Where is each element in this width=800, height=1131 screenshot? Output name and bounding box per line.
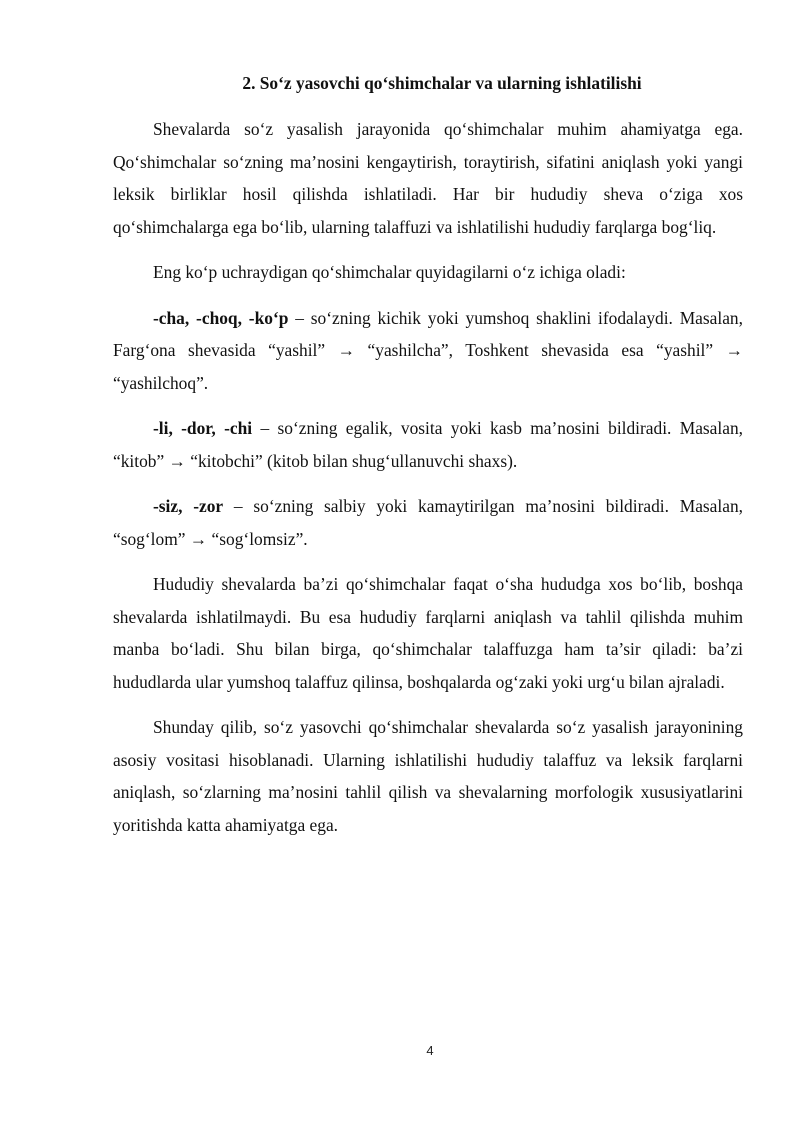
suffix-term-siz: -siz, -zor [153, 496, 224, 517]
paragraph-suffix-cha [113, 302, 743, 400]
paragraph-conclusion: Shunday qilib, so‘z yasovchi qo‘shimchalar shevalarda so‘z yasalish jarayonining asosiy vositasi hisoblanadi. Ularning ishlatilishi hududiy talaffuz va leksik farqlarni aniqlash, so‘zlarning ma’nosini tahlil qilish va shevalarning morfologik xususiyatlarini yoritishda katta ahamiyatga ega. [113, 717, 743, 835]
page-number: 4 [426, 1043, 434, 1058]
page-content [113, 70, 743, 854]
suffix-description-siz: – so‘zning salbiy yoki kamaytirilgan ma’nosini bildiradi. Masalan, “sog‘lom” → “sog‘lomsiz”. [113, 496, 743, 549]
paragraph-regional: Hududiy shevalarda ba’zi qo‘shimchalar faqat o‘sha hududga xos bo‘lib, boshqa shevalarda ishlatilmaydi. Bu esa hududiy farqlarni aniqlash va tahlil qilishda muhim manba bo‘ladi. Shu bilan birga, qo‘shimchalar talaffuzga ham ta’sir qiladi: ba’zi hududlarda ular yumshoq talaffuz qilinsa, boshqalarda og‘zaki yoki urg‘u bilan ajraladi. [113, 574, 743, 692]
paragraph-intro: Shevalarda so‘z yasalish jarayonida qo‘shimchalar muhim ahamiyatga ega. Qo‘shimchalar so‘zning ma’nosini kengaytirish, toraytirish, sifatini aniqlash yoki yangi leksik birliklar hosil qilishda ishlatiladi. Har bir hududiy sheva o‘ziga xos qo‘shimchalarga ega bo‘lib, ularning talaffuzi va ishlatilishi hududiy farqlarga bog‘liq. [113, 119, 743, 237]
suffix-description-cha: – so‘zning kichik yoki yumshoq shaklini ifodalaydi. Masalan, Farg‘ona shevasida “yashil” → “yashilcha”, Toshkent shevasida esa “yashil” → “yashilchoq”. [113, 307, 743, 393]
suffix-description-li: – so‘zning egalik, vosita yoki kasb ma’nosini bildiradi. Masalan, “kitob” → “kitobchi” (kitob bilan shug‘ullanuvchi shaxs). [113, 418, 743, 471]
paragraph-list-intro: Eng ko‘p uchraydigan qo‘shimchalar quyidagilarni o‘z ichiga oladi: [153, 262, 626, 283]
suffix-term-li: -li, -dor, -chi [153, 418, 253, 439]
paragraph-suffix-li [113, 412, 743, 477]
paragraph-suffix-siz [113, 490, 743, 555]
suffix-term-cha: -cha, -choq, -ko‘p [153, 307, 289, 328]
section-heading: 2. So‘z yasovchi qo‘shimchalar va ularning ishlatilishi [242, 73, 642, 93]
